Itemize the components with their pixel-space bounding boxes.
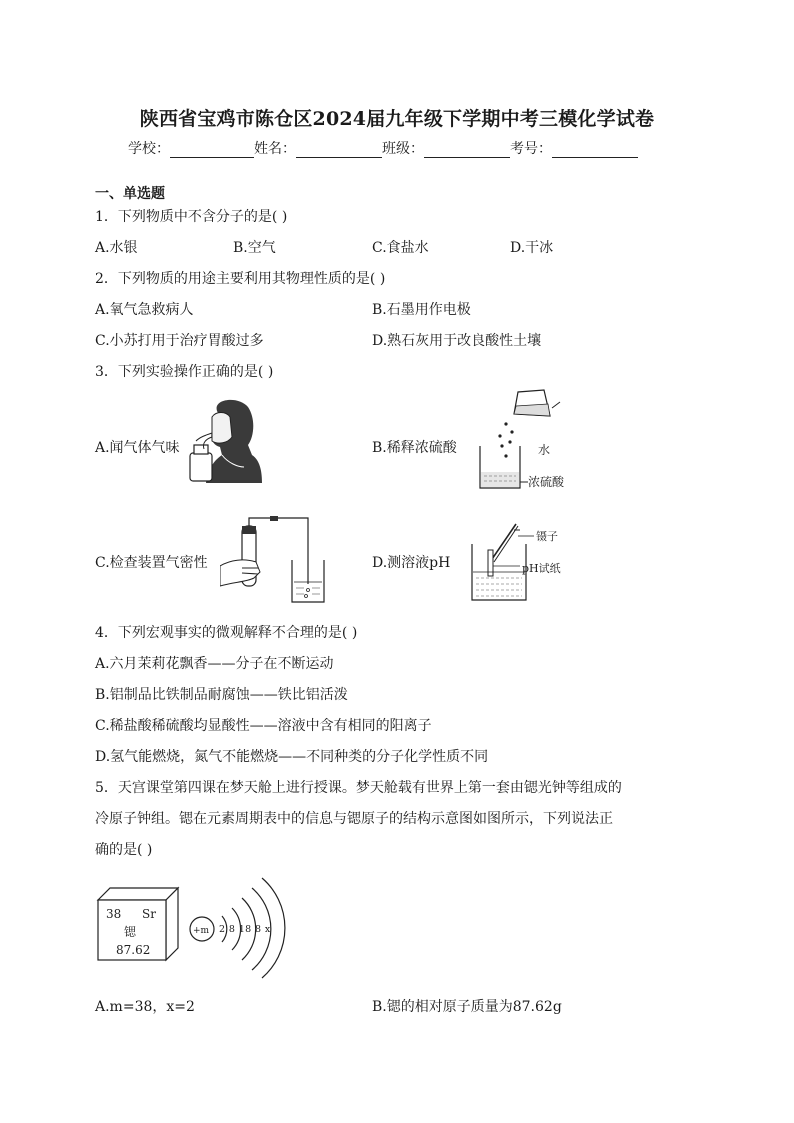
school-label: 学校：	[128, 141, 170, 157]
student-info-row	[128, 136, 688, 158]
name-field[interactable]	[296, 143, 382, 158]
acid-label: 浓硫酸	[528, 475, 565, 489]
q1-option-a: A.水银	[95, 240, 138, 256]
q5-stem-line-3: 确的是( )	[95, 842, 153, 858]
q1-option-c: C.食盐水	[372, 240, 429, 256]
smell-gas-figure	[182, 397, 262, 483]
q1-option-b: B.空气	[233, 240, 276, 256]
q2-option-b: B.石墨用作电极	[372, 302, 471, 318]
water-label: 水	[538, 443, 551, 457]
electron-shells: 2 8 18 8 x	[219, 924, 271, 935]
ph-paper-label: pH试纸	[522, 562, 561, 575]
q2-option-d: D.熟石灰用于改良酸性土壤	[372, 333, 542, 349]
q4-option-d: D.氢气能燃烧，氮气不能燃烧——不同种类的分子化学性质不同	[95, 749, 489, 765]
q3-option-c: C.检查装置气密性	[95, 555, 208, 571]
nucleus-charge: +m	[193, 926, 210, 936]
element-name: 锶	[124, 925, 137, 939]
q3-option-a: A.闻气体气味	[95, 440, 180, 456]
q4-option-b: B.铝制品比铁制品耐腐蚀——铁比铝活泼	[95, 687, 348, 703]
page-title: 陕西省宝鸡市陈仓区2024届九年级下学期中考三模化学试卷	[139, 108, 655, 130]
q3-option-b: B.稀释浓硫酸	[372, 440, 457, 456]
q3-option-d: D.测溶液pH	[372, 555, 451, 571]
name-label: 姓名：	[254, 141, 296, 157]
q5-stem-line-1: 5．天宫课堂第四课在梦天舱上进行授课。梦天舱载有世界上第一套由锶光钟等组成的	[95, 780, 622, 796]
element-symbol: Sr	[142, 907, 156, 921]
atomic-mass: 87.62	[116, 943, 151, 957]
q5-option-a: A.m=38，x=2	[95, 999, 195, 1015]
dilute-acid-figure	[470, 388, 574, 498]
airtightness-figure	[220, 516, 334, 604]
q5-stem-line-2: 冷原子钟组。锶在元素周期表中的信息与锶原子的结构示意图如图所示，下列说法正	[95, 811, 613, 827]
class-label: 班级：	[382, 141, 424, 157]
section-heading: 一、单选题	[95, 186, 165, 202]
atom-structure-figure	[188, 874, 288, 980]
q5-option-b: B.锶的相对原子质量为87.62g	[372, 999, 562, 1015]
q1-stem: 1．下列物质中不含分子的是( )	[95, 209, 288, 225]
q2-option-a: A.氧气急救病人	[95, 302, 194, 318]
exam-number-field[interactable]	[552, 143, 638, 158]
q2-option-c: C.小苏打用于治疗胃酸过多	[95, 333, 264, 349]
school-field[interactable]	[170, 143, 254, 158]
q2-stem: 2．下列物质的用途主要利用其物理性质的是( )	[95, 271, 386, 287]
q1-option-d: D.干冰	[510, 240, 554, 256]
exam-number-label: 考号：	[510, 141, 552, 157]
periodic-cell-figure	[96, 886, 180, 962]
class-field[interactable]	[424, 143, 510, 158]
q4-stem: 4．下列宏观事实的微观解释不合理的是( )	[95, 625, 358, 641]
tweezers-label: 镊子	[536, 530, 558, 543]
q4-option-a: A.六月茉莉花飘香——分子在不断运动	[95, 656, 334, 672]
measure-ph-figure	[468, 522, 572, 604]
q3-stem: 3．下列实验操作正确的是( )	[95, 364, 274, 380]
q4-option-c: C.稀盐酸稀硫酸均显酸性——溶液中含有相同的阳离子	[95, 718, 432, 734]
atomic-number: 38	[106, 907, 122, 921]
